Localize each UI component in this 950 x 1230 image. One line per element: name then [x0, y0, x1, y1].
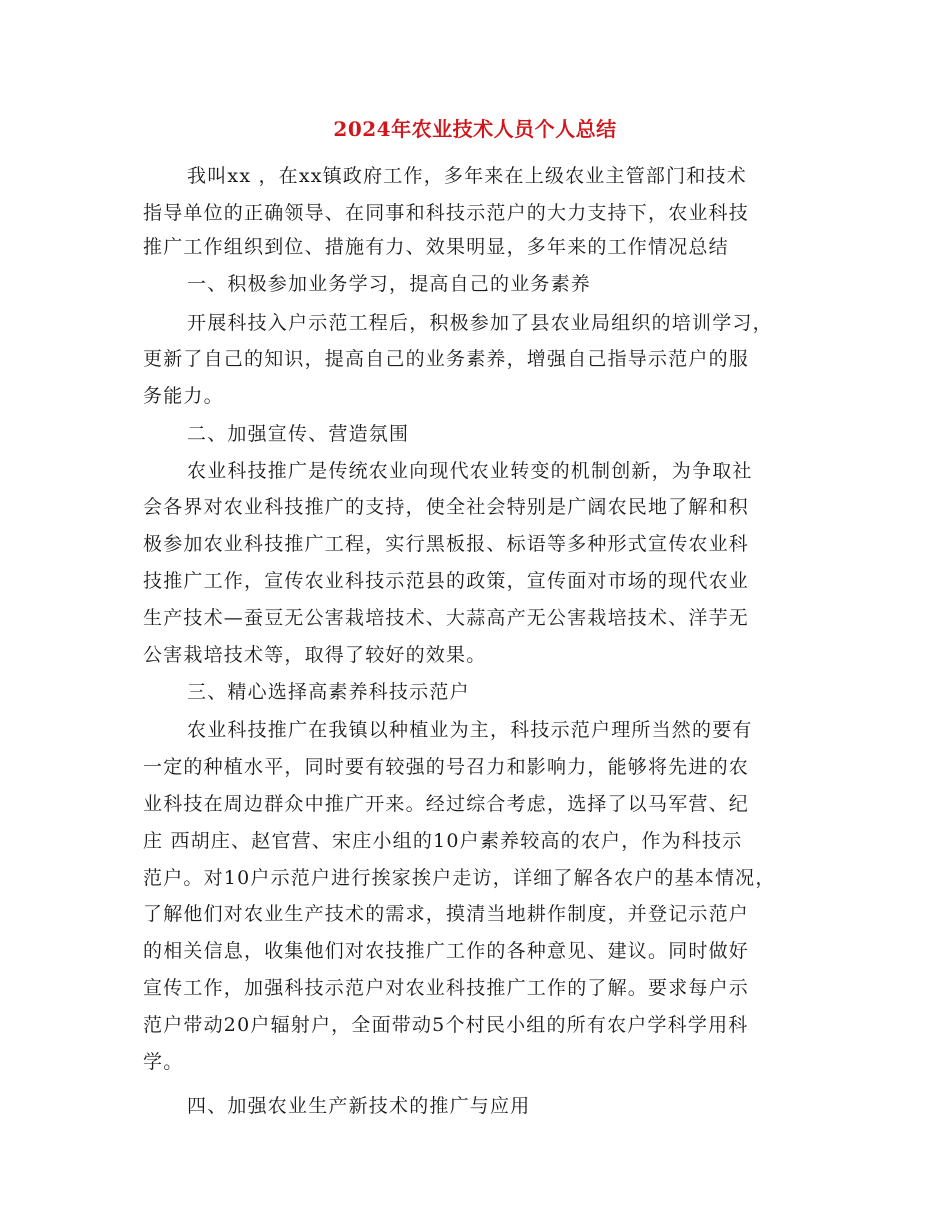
- paragraph-line: 我叫xx ，在xx镇政府工作，多年来在上级农业主管部门和技术: [187, 165, 747, 187]
- paragraph-line: 公害栽培技术等，取得了较好的效果。: [143, 644, 487, 666]
- paragraph-line: 宣传工作，加强科技示范户对农业科技推广工作的了解。要求每户示: [143, 977, 750, 999]
- section-heading-3: 三、精心选择高素养科技示范户: [187, 681, 470, 703]
- paragraph-line: 生产技术—蚕豆无公害栽培技术、大蒜高产无公害栽培技术、洋芋无: [143, 607, 750, 629]
- paragraph-line: 一定的种植水平，同时要有较强的号召力和影响力，能够将先进的农: [143, 756, 750, 778]
- paragraph-line: 会各界对农业科技推广的支持，使全社会特别是广阔农民地了解和积: [143, 496, 750, 518]
- paragraph-line: 业科技在周边群众中推广开来。经过综合考虑，选择了以马军营、纪: [143, 793, 750, 815]
- section-heading-4: 四、加强农业生产新技术的推广与应用: [187, 1095, 531, 1117]
- paragraph-line: 务能力。: [143, 385, 224, 407]
- document-title: 2024年农业技术人员个人总结: [333, 117, 617, 141]
- section-heading-2: 二、加强宣传、营造氛围: [187, 423, 410, 445]
- paragraph-line: 推广工作组织到位、措施有力、效果明显，多年来的工作情况总结: [143, 236, 729, 258]
- paragraph-line: 更新了自己的知识，提高自己的业务素养，增强自己指导示范户的服: [143, 348, 750, 370]
- paragraph-line: 开展科技入户示范工程后，积极参加了县农业局组织的培训学习，: [187, 312, 773, 334]
- section-heading-1: 一、积极参加业务学习，提高自己的业务素养: [187, 273, 592, 295]
- paragraph-line: 学。: [143, 1051, 184, 1073]
- paragraph-line: 了解他们对农业生产技术的需求，摸清当地耕作制度，并登记示范户: [143, 903, 750, 925]
- paragraph-line: 的相关信息，收集他们对农技推广工作的各种意见、建议。同时做好: [143, 940, 750, 962]
- paragraph-line: 庄 西胡庄、赵官营、宋庄小组的10户素养较高的农户，作为科技示: [143, 830, 743, 852]
- paragraph-line: 指导单位的正确领导、在同事和科技示范户的大力支持下，农业科技: [143, 202, 750, 224]
- paragraph-line: 范户。对10户示范户进行挨家挨户走访，详细了解各农户的基本情况，: [143, 867, 776, 889]
- paragraph-line: 极参加农业科技推广工程，实行黑板报、标语等多种形式宣传农业科: [143, 533, 750, 555]
- paragraph-line: 技推广工作，宣传农业科技示范县的政策，宣传面对市场的现代农业: [143, 570, 750, 592]
- paragraph-line: 范户带动20户辐射户，全面带动5个村民小组的所有农户学科学用科: [143, 1014, 749, 1036]
- paragraph-line: 农业科技推广在我镇以种植业为主，科技示范户理所当然的要有: [187, 719, 753, 741]
- paragraph-line: 农业科技推广是传统农业向现代农业转变的机制创新，为争取社: [187, 460, 753, 482]
